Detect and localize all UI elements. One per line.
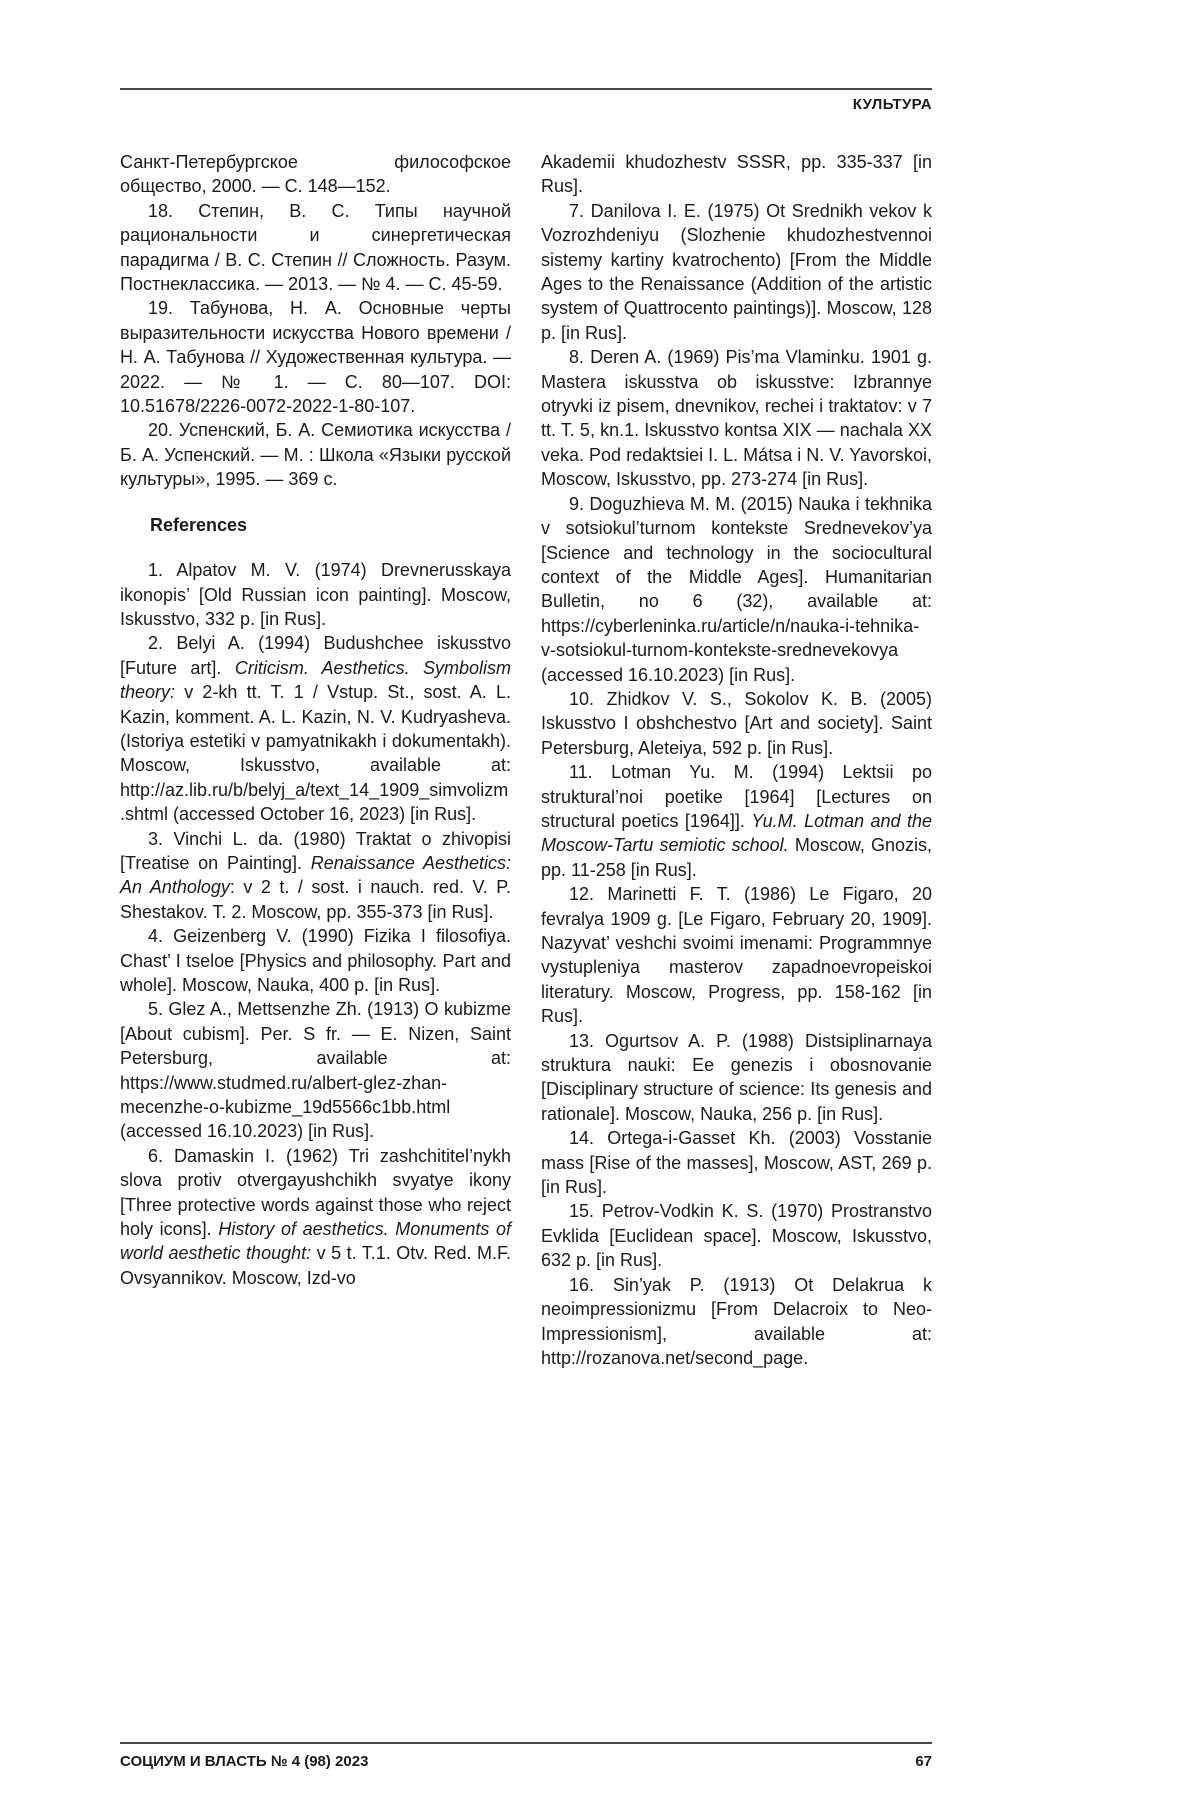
reference-entry <box>541 1126 932 1199</box>
right-column <box>541 150 932 1370</box>
text-segment: 9. Doguzhieva M. M. (2015) Nauka i tekhnika v sotsiokul’turnom kontekste Srednevekov’ya [Science and technology in the sociocultural context of the Middle Ages]. Humanitarian Bulletin, no 6 (32), available at: https://cyberleninka.ru/article/n/nauka-i-tehnika-v-sotsiokul-turnom-kontekste-srednevekovya (accessed 16.10.2023) [in Rus]. <box>541 493 932 685</box>
text-segment: Criticism. Aesthetics. Symbolism theory: <box>120 657 511 703</box>
section-label: КУЛЬТУРА <box>852 96 932 113</box>
reference-continuation <box>120 150 511 199</box>
page-body <box>120 150 932 1370</box>
text-segment: 20. Успенский, Б. А. Семиотика искусства / Б. А. Успенский. — М. : Школа «Языки русской культуры», 1995. — 369 с. <box>120 420 511 490</box>
page-footer <box>120 1742 932 1770</box>
text-segment: Moscow, Gnozis, pp. 11-258 [in Rus]. <box>541 835 932 880</box>
text-segment: v 5 t. T.1. Otv. Red. M.F. Ovsyannikov. Moscow, Izd-vo <box>120 1243 511 1288</box>
text-segment: Akademii khudozhestv SSSR, pp. 335-337 [in Rus]. <box>541 152 932 197</box>
text-segment: 18. Степин, В. С. Типы научной рациональности и синергетическая парадигма / В. С. Степин // Сложность. Разум. Постнеклассика. — 2013. — № 4. — С. 45-59. <box>120 200 511 295</box>
reference-entry <box>120 418 511 491</box>
text-segment: 5. Glez A., Mettsenzhe Zh. (1913) O kubizme [About cubism]. Per. S fr. — E. Nizen, Saint Petersburg, available at: https://www.studmed.ru/albert-glez-zhan-mecenzhe-o-kubizme_19d5566c1bb.html (accessed 16.10.2023) [in Rus]. <box>120 999 511 1142</box>
reference-entry <box>120 997 511 1143</box>
reference-entry <box>541 1029 932 1127</box>
text-segment: Renaissance Aesthetics: An Anthology <box>120 852 511 898</box>
page-header <box>120 88 932 113</box>
text-segment: 14. Ortega-i-Gasset Kh. (2003) Vosstanie mass [Rise of the masses], Moscow, AST, 269 p. [in Rus]. <box>541 1128 932 1198</box>
reference-entry <box>541 882 932 1028</box>
reference-continuation <box>541 150 932 199</box>
text-segment: 13. Ogurtsov A. P. (1988) Distsiplinarnaya struktura nauki: Ee genezis i obosnovanie [Disciplinary structure of science: Its genesis and rationale]. Moscow, Nauka, 256 p. [in Rus]. <box>541 1030 932 1124</box>
text-segment: 11. Lotman Yu. M. (1994) Lektsii po struktural’noi poetike [1964] [Lectures on structural poetics [1964]]. <box>541 762 932 831</box>
text-segment: v 2-kh tt. T. 1 / Vstup. St., sost. A. L. Kazin, komment. A. L. Kazin, N. V. Kudryasheva. (Istoriya estetiki v pamyatnikakh i dokumentakh). Moscow, Iskusstvo, available at: http://az.lib.ru/b/belyj_a/text_14_1909_simvolizm.shtml (accessed October 16, 2023) [in Rus]. <box>120 682 511 825</box>
reference-entry <box>120 199 511 297</box>
text-segment: History of aesthetics. Monuments of world aesthetic thought: <box>120 1219 511 1264</box>
text-segment: 1. Alpatov M. V. (1974) Drevnerusskaya ikonopis’ [Old Russian icon painting]. Moscow, Iskusstvo, 332 p. [in Rus]. <box>120 560 511 629</box>
text-segment: 12. Marinetti F. T. (1986) Le Figaro, 20 fevralya 1909 g. [Le Figaro, February 20, 1909]. Nazyvat’ veshchi svoimi imenami: Programmnye vystupleniya masterov zapadnoevropeiskoi literatury. Moscow, Progress, pp. 158-162 [in Rus]. <box>541 884 932 1027</box>
reference-entry <box>541 687 932 760</box>
text-segment: 10. Zhidkov V. S., Sokolov K. B. (2005) Iskusstvo I obshchestvo [Art and society]. Saint Petersburg, Aleteiya, 592 p. [in Rus]. <box>541 688 932 758</box>
references-heading: References <box>150 514 248 535</box>
text-segment: Yu.M. Lotman and the Moscow-Tartu semiotic school. <box>541 810 932 856</box>
text-segment: 8. Deren A. (1969) Pis’ma Vlaminku. 1901 g. Mastera iskusstva ob iskusstve: Izbrannye otryvki iz pisem, dnevnikov, rechei i traktatov: v 7 tt. T. 5, kn.1. Iskusstvo kontsa XIX — nachala XX veka. Pod redaktsiei I. L. Mátsa i N. V. Yavorskoi, Moscow, Iskusstvo, pp. 273-274 [in Rus]. <box>541 347 932 490</box>
reference-entry <box>541 1273 932 1371</box>
reference-entry <box>120 631 511 826</box>
reference-entry <box>541 345 932 491</box>
reference-entry <box>541 760 932 882</box>
reference-entry <box>120 558 511 631</box>
reference-entry <box>541 1199 932 1272</box>
text-segment: 16. Sin’yak P. (1913) Ot Delakrua k neoimpressionizmu [From Delacroix to Neo-Impressionism], available at: http://rozanova.net/second_page. <box>541 1274 932 1368</box>
text-segment: 3. Vinchi L. da. (1980) Traktat o zhivopisi [Treatise on Painting]. <box>120 828 511 873</box>
text-segment: 15. Petrov-Vodkin K. S. (1970) Prostranstvo Evklida [Euclidean space]. Moscow, Iskusstvo, 632 p. [in Rus]. <box>541 1201 932 1271</box>
text-segment: 6. Damaskin I. (1962) Tri zashchititel’nykh slova protiv otvergayushchikh svyatye ikony [Three protective words against those who reject holy icons]. <box>120 1145 511 1240</box>
reference-entry <box>120 1144 511 1290</box>
reference-entry <box>120 924 511 997</box>
text-segment: 19. Табунова, Н. А. Основные черты выразительности искусства Нового времени / Н. А. Табунова // Художественная культура. — 2022. — № 1. — С. 80—107. DOI: 10.51678/2226-0072-2022-1-80-107. <box>120 298 511 417</box>
text-segment: 2. Belyi A. (1994) Budushchee iskusstvo [Future art]. <box>120 633 511 678</box>
journal-title: СОЦИУМ И ВЛАСТЬ № 4 (98) 2023 <box>120 1753 369 1770</box>
reference-entry <box>541 199 932 345</box>
left-column <box>120 150 511 1290</box>
text-segment: : v 2 t. / sost. i nauch. red. V. P. Shestakov. T. 2. Moscow, pp. 355-373 [in Rus]. <box>120 877 511 922</box>
text-segment: 7. Danilova I. E. (1975) Ot Srednikh vekov k Vozrozhdeniyu (Slozhenie khudozhestvennoi sistemy kartiny kvatrochento) [From the Middle Ages to the Renaissance (Addition of the artistic system of Quattrocento paintings)]. Moscow, 128 p. [in Rus]. <box>541 200 932 343</box>
reference-entry <box>120 296 511 418</box>
text-segment: 4. Geizenberg V. (1990) Fizika I filosofiya. Chast’ I tseloe [Physics and philosophy. Part and whole]. Moscow, Nauka, 400 p. [in Rus]. <box>120 926 511 995</box>
text-segment: Санкт-Петербургское философское общество, 2000. — С. 148—152. <box>120 152 511 197</box>
reference-entry <box>541 492 932 687</box>
page-number: 67 <box>915 1753 932 1770</box>
reference-entry <box>120 827 511 925</box>
